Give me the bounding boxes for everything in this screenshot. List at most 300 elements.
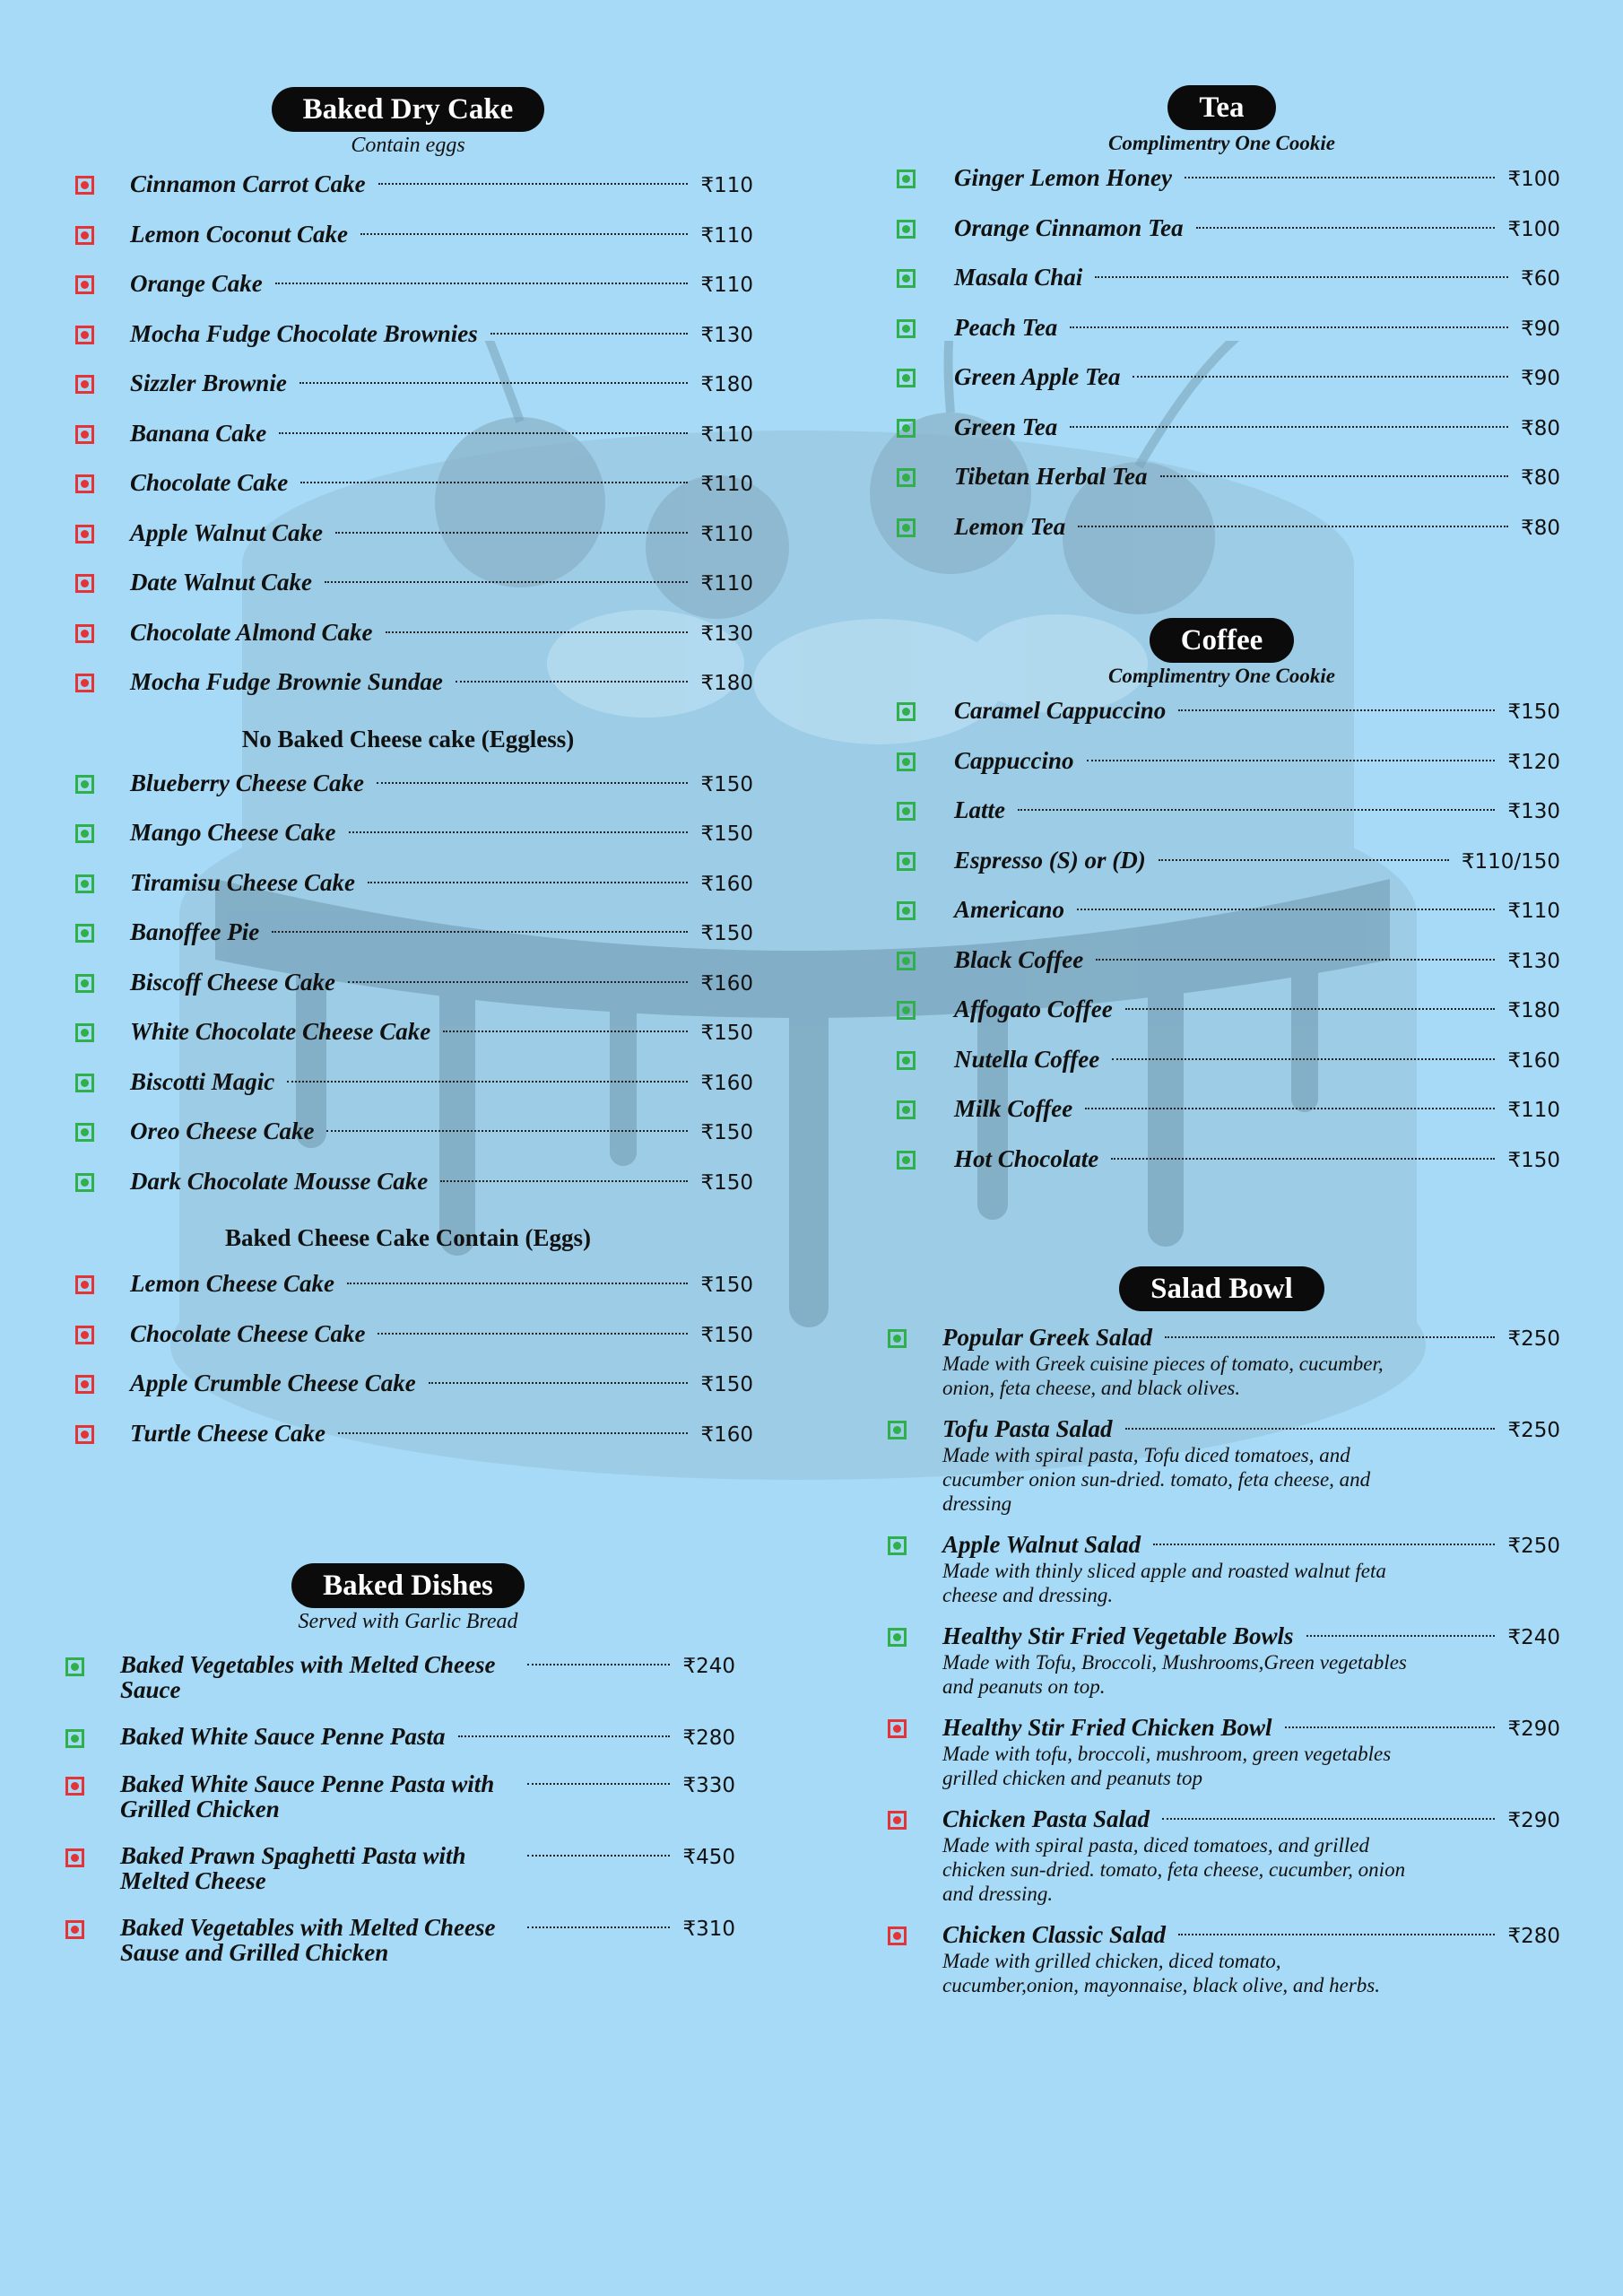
veg-indicator-icon (897, 369, 916, 387)
dotted-leader (1162, 1818, 1495, 1820)
dotted-leader (1185, 177, 1495, 178)
menu-item-name: Mocha Fudge Chocolate Brownies (130, 319, 478, 347)
menu-item-line (954, 946, 1560, 974)
menu-item-body (130, 569, 753, 596)
menu-item-price: ₹100 (1507, 168, 1560, 191)
menu-item-price: ₹150 (700, 1121, 753, 1144)
nonveg-indicator-icon (888, 1811, 907, 1830)
menu-item-price: ₹150 (700, 922, 753, 945)
menu-item-name: Baked White Sauce Penne Pasta with Grilled Chicken (120, 1770, 495, 1822)
dotted-leader (1070, 326, 1508, 328)
dotted-leader (1125, 1428, 1496, 1430)
dotted-leader (527, 1664, 670, 1665)
nonveg-indicator-icon (75, 674, 94, 692)
menu-item-price: ₹250 (1507, 1419, 1560, 1442)
menu-item-price: ₹110 (700, 223, 753, 248)
veg-indicator-icon (75, 1023, 94, 1042)
menu-item-price: ₹240 (1507, 1626, 1560, 1649)
menu-item-name: Green Tea (954, 413, 1058, 440)
indicator-dot (81, 1331, 89, 1339)
menu-item (883, 513, 1560, 563)
indicator-dot (81, 1128, 89, 1136)
menu-item-price: ₹280 (682, 1726, 735, 1750)
indicator-dot (81, 679, 89, 687)
menu-item-list (63, 170, 753, 718)
menu-item-name: Biscotti Magic (130, 1067, 275, 1095)
menu-item (63, 519, 753, 570)
nonveg-indicator-icon (888, 1719, 907, 1738)
menu-item-name: Orange Cake (130, 270, 263, 297)
menu-item-body (954, 796, 1560, 824)
menu-item-body (954, 996, 1560, 1023)
menu-item-body (954, 314, 1560, 342)
nonveg-indicator-icon (75, 275, 94, 294)
right-column (883, 85, 1560, 2013)
dotted-leader (335, 532, 688, 534)
indicator-dot (81, 1431, 89, 1439)
veg-indicator-icon (897, 1100, 916, 1119)
menu-item-body (130, 221, 753, 248)
veg-indicator-icon (897, 802, 916, 821)
indicator-dot (81, 929, 89, 937)
indicator-dot (902, 474, 910, 482)
menu-item-body (130, 519, 753, 547)
menu-item (883, 1714, 1560, 1790)
veg-indicator-icon (75, 1173, 94, 1192)
menu-item-description: Made with thinly sliced apple and roasted walnut feta cheese and dressing. (942, 1560, 1386, 1606)
menu-item-body (954, 164, 1560, 192)
veg-indicator-icon (75, 775, 94, 794)
menu-item-body (954, 214, 1560, 242)
menu-item-name: Cinnamon Carrot Cake (130, 170, 366, 197)
section-title: Baked Dishes (291, 1563, 525, 1608)
indicator-dot (902, 857, 910, 865)
left-column (63, 87, 753, 1987)
veg-indicator-icon (897, 901, 916, 920)
section-baked-dishes (63, 1563, 753, 1965)
indicator-dot (81, 331, 89, 339)
menu-item-price: ₹150 (700, 1170, 753, 1195)
menu-item-line (130, 270, 753, 298)
menu-item-body (954, 747, 1560, 775)
menu-item-price: ₹110 (700, 174, 753, 197)
nonveg-indicator-icon (75, 624, 94, 643)
menu-item (883, 314, 1560, 364)
nonveg-indicator-icon (75, 525, 94, 544)
menu-item (883, 996, 1560, 1046)
section-subtitle: Served with Garlic Bread (298, 1610, 518, 1633)
indicator-dot (81, 1178, 89, 1187)
menu-item-price: ₹120 (1507, 750, 1560, 774)
menu-item-body (942, 1415, 1560, 1516)
menu-item-price: ₹90 (1521, 367, 1560, 390)
menu-item (63, 770, 753, 820)
indicator-dot (893, 1335, 901, 1343)
menu-item-body (130, 770, 753, 797)
dotted-leader (1087, 760, 1496, 761)
indicator-dot (902, 807, 910, 815)
menu-item-name: Chocolate Cheese Cake (130, 1319, 366, 1347)
menu-item-price: ₹80 (1521, 516, 1560, 540)
menu-item-description: Made with spiral pasta, diced tomatoes, and grilled chicken sun-dried. tomato, feta cheese, cucumber, onion and dressing. (942, 1834, 1406, 1905)
menu-item-body (954, 264, 1560, 291)
menu-item (63, 1771, 735, 1822)
veg-indicator-icon (897, 752, 916, 771)
veg-indicator-icon (75, 824, 94, 843)
dotted-leader (299, 382, 689, 384)
menu-item-name: Apple Walnut Cake (130, 518, 324, 546)
veg-indicator-icon (888, 1536, 907, 1555)
menu-item-name: Orange Cinnamon Tea (954, 213, 1184, 241)
menu-item (63, 969, 753, 1019)
menu-item-price: ₹240 (682, 1655, 735, 1678)
menu-item (63, 1068, 753, 1118)
menu-item-body (954, 413, 1560, 441)
indicator-dot (902, 1156, 910, 1164)
menu-item (63, 1724, 735, 1750)
menu-item-name: Apple Crumble Cheese Cake (130, 1370, 416, 1396)
menu-item-price: ₹80 (1521, 466, 1560, 490)
menu-item-price: ₹110 (700, 473, 753, 496)
menu-item-line (954, 847, 1560, 874)
menu-item-line (130, 420, 753, 448)
section-salad-bowl (883, 1266, 1560, 1997)
menu-item-line (130, 170, 753, 198)
section-header (883, 618, 1560, 688)
veg-indicator-icon (75, 924, 94, 943)
indicator-dot (81, 480, 89, 488)
veg-indicator-icon (75, 874, 94, 893)
menu-item-line (942, 1714, 1560, 1742)
indicator-dot (81, 281, 89, 289)
menu-item-line (130, 819, 753, 847)
menu-item-body (130, 469, 753, 497)
nonveg-indicator-icon (75, 326, 94, 344)
menu-item-body (130, 1168, 753, 1196)
section-coffee (883, 618, 1560, 1195)
section-title: Salad Bowl (1119, 1266, 1324, 1311)
menu-item (883, 747, 1560, 797)
veg-indicator-icon (65, 1729, 84, 1748)
menu-item (63, 918, 753, 969)
menu-item-line (130, 770, 753, 797)
menu-item (883, 1324, 1560, 1400)
dotted-leader (360, 233, 688, 235)
menu-item-line (942, 1622, 1560, 1650)
veg-indicator-icon (897, 952, 916, 970)
menu-item-name: Banoffee Pie (130, 918, 260, 945)
menu-item-name: Americano (954, 896, 1065, 923)
dotted-leader (490, 333, 689, 335)
menu-item-body (130, 1270, 753, 1298)
indicator-dot (902, 1057, 910, 1065)
dotted-leader (338, 1432, 688, 1434)
dotted-leader (1306, 1635, 1496, 1637)
menu-item-description: Made with spiral pasta, Tofu diced tomatoes, and cucumber onion sun-dried. tomato, feta cheese, and dressing (942, 1444, 1371, 1515)
menu-item-name: Chocolate Almond Cake (130, 618, 373, 646)
menu-item-name: Mocha Fudge Brownie Sundae (130, 668, 443, 695)
menu-item-body (130, 918, 753, 946)
menu-item-line (942, 1324, 1560, 1352)
veg-indicator-icon (897, 852, 916, 871)
menu-item-line (130, 1068, 753, 1096)
veg-indicator-icon (897, 419, 916, 438)
menu-item-price: ₹130 (700, 622, 753, 646)
menu-item (63, 1370, 753, 1420)
dotted-leader (1196, 227, 1496, 229)
dotted-leader (1078, 526, 1508, 527)
menu-item-line (130, 1420, 753, 1448)
nonveg-indicator-icon (888, 1926, 907, 1945)
section-header (883, 85, 1560, 155)
indicator-dot (81, 181, 89, 189)
dotted-leader (275, 283, 689, 284)
menu-item-name: Apple Walnut Salad (942, 1531, 1141, 1558)
menu-item (63, 869, 753, 919)
dotted-leader (429, 1382, 689, 1384)
menu-item-list (63, 770, 753, 1218)
indicator-dot (902, 175, 910, 183)
veg-indicator-icon (65, 1657, 84, 1676)
menu-item-body (130, 668, 753, 696)
menu-item-line (942, 1531, 1560, 1559)
menu-item-line (954, 796, 1560, 824)
menu-item-name: Cappuccino (954, 746, 1074, 774)
indicator-dot (902, 374, 910, 382)
menu-item-description: Made with tofu, broccoli, mushroom, green vegetables grilled chicken and peanuts top (942, 1743, 1392, 1789)
menu-item-price: ₹310 (682, 1918, 735, 1941)
menu-item-price: ₹180 (1507, 999, 1560, 1022)
menu-item-name: Tibetan Herbal Tea (954, 463, 1148, 490)
menu-item-body (130, 1118, 753, 1145)
menu-item-body (130, 819, 753, 847)
dotted-leader (347, 1283, 688, 1284)
menu-item-price: ₹110 (700, 274, 753, 297)
menu-item-body (120, 1843, 735, 1893)
menu-item-price: ₹160 (1507, 1048, 1560, 1073)
menu-item-body (130, 869, 753, 897)
indicator-dot (902, 225, 910, 233)
menu-item (883, 1622, 1560, 1699)
veg-indicator-icon (75, 1123, 94, 1142)
dotted-leader (378, 1333, 688, 1335)
menu-item-description: Made with grilled chicken, diced tomato, cucumber,onion, mayonnaise, black olive, and herbs. (942, 1950, 1381, 1996)
menu-item (63, 1915, 735, 1965)
dotted-leader (1111, 1158, 1495, 1160)
menu-item-line (942, 1921, 1560, 1949)
menu-item-line (954, 363, 1560, 391)
dotted-leader (377, 782, 688, 784)
menu-item (63, 170, 753, 221)
nonveg-indicator-icon (75, 1375, 94, 1394)
nonveg-indicator-icon (75, 375, 94, 394)
nonveg-indicator-icon (65, 1777, 84, 1796)
menu-item-body (954, 363, 1560, 391)
indicator-dot (81, 579, 89, 587)
nonveg-indicator-icon (65, 1848, 84, 1867)
menu-item-body (954, 463, 1560, 491)
menu-item-price: ₹150 (700, 1274, 753, 1297)
menu-item-price: ₹180 (700, 672, 753, 695)
menu-item-body (120, 1915, 735, 1965)
veg-indicator-icon (897, 269, 916, 288)
menu-item-name: Chicken Classic Salad (942, 1921, 1167, 1948)
dotted-leader (1018, 809, 1495, 811)
menu-item-body (130, 1420, 753, 1448)
nonveg-indicator-icon (65, 1920, 84, 1939)
menu-item-name: Baked Prawn Spaghetti Pasta with Melted Cheese (120, 1842, 466, 1894)
menu-item-name: Blueberry Cheese Cake (130, 769, 364, 796)
nonveg-indicator-icon (75, 226, 94, 245)
menu-item-name: Turtle Cheese Cake (130, 1419, 325, 1447)
dotted-leader (325, 581, 688, 583)
nonveg-indicator-icon (75, 1275, 94, 1294)
indicator-dot (902, 708, 910, 716)
menu-item-name: Baked Vegetables with Melted Cheese Sauce (120, 1651, 496, 1703)
menu-item-name: Ginger Lemon Honey (954, 164, 1172, 191)
menu-item-body (942, 1622, 1560, 1699)
veg-indicator-icon (897, 518, 916, 537)
menu-item-line (130, 320, 753, 348)
veg-indicator-icon (897, 1051, 916, 1070)
veg-indicator-icon (897, 170, 916, 188)
menu-item-price: ₹110 (700, 422, 753, 447)
indicator-dot (81, 780, 89, 788)
menu-item-name: Healthy Stir Fried Vegetable Bowls (942, 1622, 1294, 1649)
indicator-dot (71, 1854, 79, 1862)
menu-item-body (130, 619, 753, 647)
menu-item (63, 569, 753, 619)
indicator-dot (71, 1782, 79, 1790)
menu-item-list (883, 697, 1560, 1195)
menu-item-price: ₹110 (700, 572, 753, 596)
indicator-dot (893, 1633, 901, 1641)
indicator-dot (893, 1542, 901, 1550)
indicator-dot (893, 1725, 901, 1733)
indicator-dot (81, 1281, 89, 1289)
dotted-leader (1133, 376, 1508, 378)
menu-item (63, 1270, 753, 1320)
veg-indicator-icon (75, 1074, 94, 1092)
menu-item-name: Caramel Cappuccino (954, 697, 1167, 724)
indicator-dot (902, 907, 910, 915)
menu-item-line (120, 1915, 735, 1965)
menu-item-line (130, 1018, 753, 1046)
dotted-leader (527, 1783, 670, 1785)
menu-item-body (954, 513, 1560, 541)
menu-item-line (130, 1370, 753, 1397)
menu-item-name: Milk Coffee (954, 1095, 1073, 1122)
menu-item-body (130, 1320, 753, 1348)
veg-indicator-icon (888, 1329, 907, 1348)
veg-indicator-icon (888, 1628, 907, 1647)
menu-item-price: ₹110 (1507, 1099, 1560, 1122)
indicator-dot (902, 758, 910, 766)
menu-item-line (954, 513, 1560, 541)
indicator-dot (81, 830, 89, 838)
indicator-dot (902, 1006, 910, 1014)
menu-item-name: Banana Cake (130, 419, 267, 447)
menu-item-price: ₹280 (1507, 1925, 1560, 1948)
menu-item-line (954, 164, 1560, 192)
menu-item (883, 214, 1560, 265)
menu-item-line (942, 1805, 1560, 1833)
menu-item (63, 469, 753, 519)
menu-item-body (954, 847, 1560, 874)
menu-item-list (63, 1270, 753, 1469)
menu-item-name: White Chocolate Cheese Cake (130, 1018, 431, 1045)
menu-item-price: ₹150 (700, 772, 753, 796)
menu-item (63, 1118, 753, 1168)
menu-item-body (954, 896, 1560, 924)
section-header (883, 1266, 1560, 1311)
menu-item-price: ₹290 (1507, 1718, 1560, 1741)
menu-item-body (954, 946, 1560, 974)
menu-item (883, 1805, 1560, 1906)
dotted-leader (443, 1031, 688, 1032)
section-title: Coffee (1150, 618, 1295, 663)
veg-indicator-icon (888, 1421, 907, 1439)
menu-item (883, 796, 1560, 847)
menu-item (883, 1921, 1560, 1997)
menu-item-body (942, 1921, 1560, 1997)
menu-item-price: ₹100 (1507, 217, 1560, 241)
menu-item-name: Mango Cheese Cake (130, 819, 336, 846)
nonveg-indicator-icon (75, 176, 94, 195)
menu-item-name: Baked White Sauce Penne Pasta (120, 1723, 446, 1750)
menu-item-name: Peach Tea (954, 313, 1058, 341)
indicator-dot (81, 1029, 89, 1037)
menu-item-name: Sizzler Brownie (130, 370, 287, 396)
indicator-dot (81, 630, 89, 638)
menu-item-price: ₹250 (1507, 1535, 1560, 1558)
menu-item-body (130, 170, 753, 198)
menu-item-line (954, 264, 1560, 291)
menu-item (63, 619, 753, 669)
dotted-leader (458, 1735, 671, 1737)
dotted-leader (378, 183, 689, 185)
dotted-leader (1070, 426, 1508, 428)
dotted-leader (456, 681, 689, 683)
menu-item-list (883, 1324, 1560, 1997)
indicator-dot (71, 1926, 79, 1934)
menu-item-body (130, 320, 753, 348)
menu-item-price: ₹160 (700, 971, 753, 996)
menu-item-body (130, 1370, 753, 1397)
section-subheading: Baked Cheese Cake Contain (Eggs) (224, 1224, 592, 1251)
menu-item-line (130, 1168, 753, 1196)
indicator-dot (81, 530, 89, 538)
menu-item-body (942, 1805, 1560, 1906)
menu-item-price: ₹130 (1507, 800, 1560, 823)
dotted-leader (1096, 959, 1495, 961)
menu-item (63, 1420, 753, 1470)
menu-item (883, 1531, 1560, 1607)
indicator-dot (71, 1735, 79, 1743)
menu-item-line (130, 370, 753, 397)
menu-item (883, 1145, 1560, 1196)
menu-item (63, 819, 753, 869)
menu-item-price: ₹150 (700, 1323, 753, 1347)
section-subtitle: Complimentry One Cookie (1108, 132, 1335, 154)
indicator-dot (893, 1932, 901, 1940)
menu-item (883, 413, 1560, 464)
dotted-leader (527, 1855, 670, 1857)
indicator-dot (71, 1663, 79, 1671)
menu-item-body (120, 1771, 735, 1822)
menu-item-price: ₹110 (700, 522, 753, 546)
menu-item-line (130, 668, 753, 696)
